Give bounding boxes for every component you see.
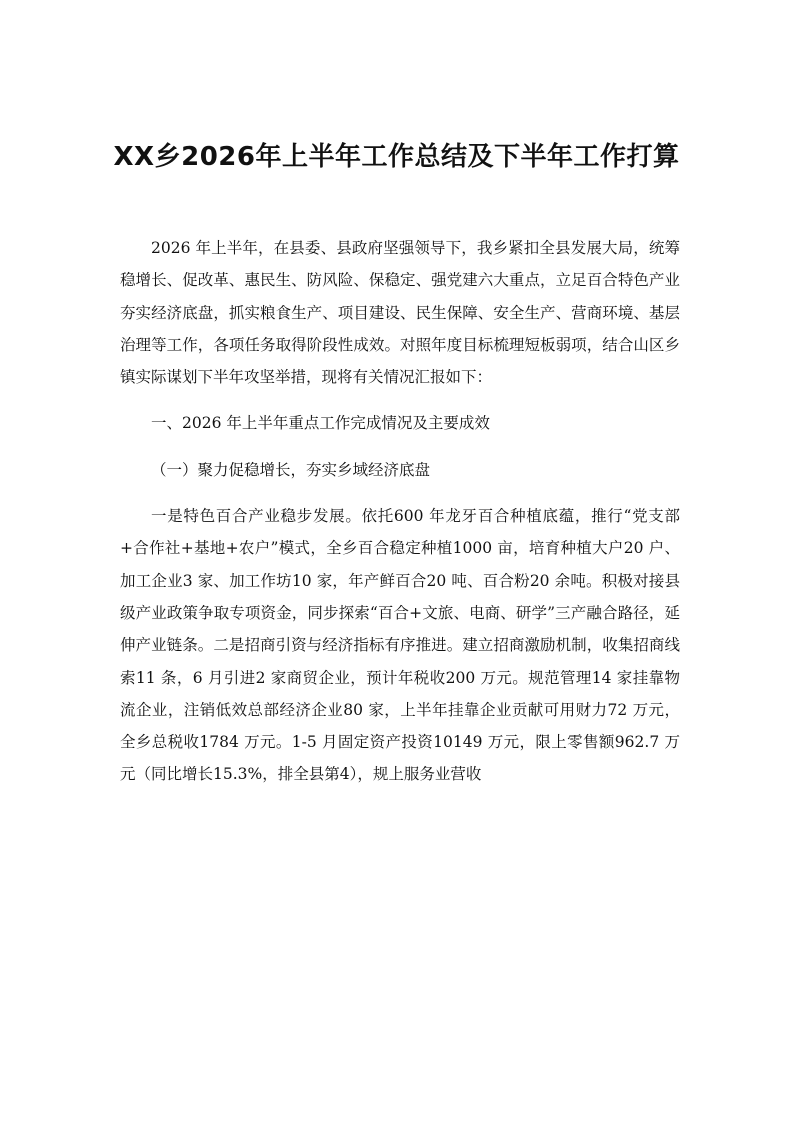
intro-paragraph: 2026 年上半年，在县委、县政府坚强领导下，我乡紧扣全县发展大局，统筹稳增长、促改革、惠民生、防风险、保稳定、强党建六大重点，立足百合特色产业夯实经济底盘，抓实粮食生产、项目建设、民生保障、安全生产、营商环境、基层治理等工作，各项任务取得阶段性成效。对照年度目标梳理短板弱项，结合山区乡镇实际谋划下半年攻坚举措，现将有关情况汇报如下： bbox=[120, 239, 680, 387]
section-heading: 一、2026 年上半年重点工作完成情况及主要成效 bbox=[151, 414, 490, 433]
document-body bbox=[120, 232, 680, 791]
body-paragraph: 一是特色百合产业稳步发展。依托600 年龙牙百合种植底蕴，推行“党支部+合作社+基地+农户”模式，全乡百合稳定种植1000 亩，培育种植大户20 户、加工企业3 家、加工作坊10 家，年产鲜百合20 吨、百合粉20 余吨。积极对接县级产业政策争取专项资金，同步探索“百合+文旅、电商、研学”三产融合路径，延伸产业链条。二是招商引资与经济指标有序推进。建立招商激励机制，收集招商线索11 条，6 月引进2 家商贸企业，预计年税收200 万元。规范管理14 家挂靠物流企业，注销低效总部经济企业80 家，上半年挂靠企业贡献可用财力72 万元，全乡总税收1784 万元。1-5 月固定资产投资10149 万元，限上零售额962.7 万元（同比增长15.3%，排全县第4），规上服务业营收 bbox=[120, 507, 680, 784]
document-title: XX乡2026年上半年工作总结及下半年工作打算 bbox=[113, 142, 680, 172]
subsection-heading: （一）聚力促稳增长，夯实乡域经济底盘 bbox=[151, 460, 431, 479]
